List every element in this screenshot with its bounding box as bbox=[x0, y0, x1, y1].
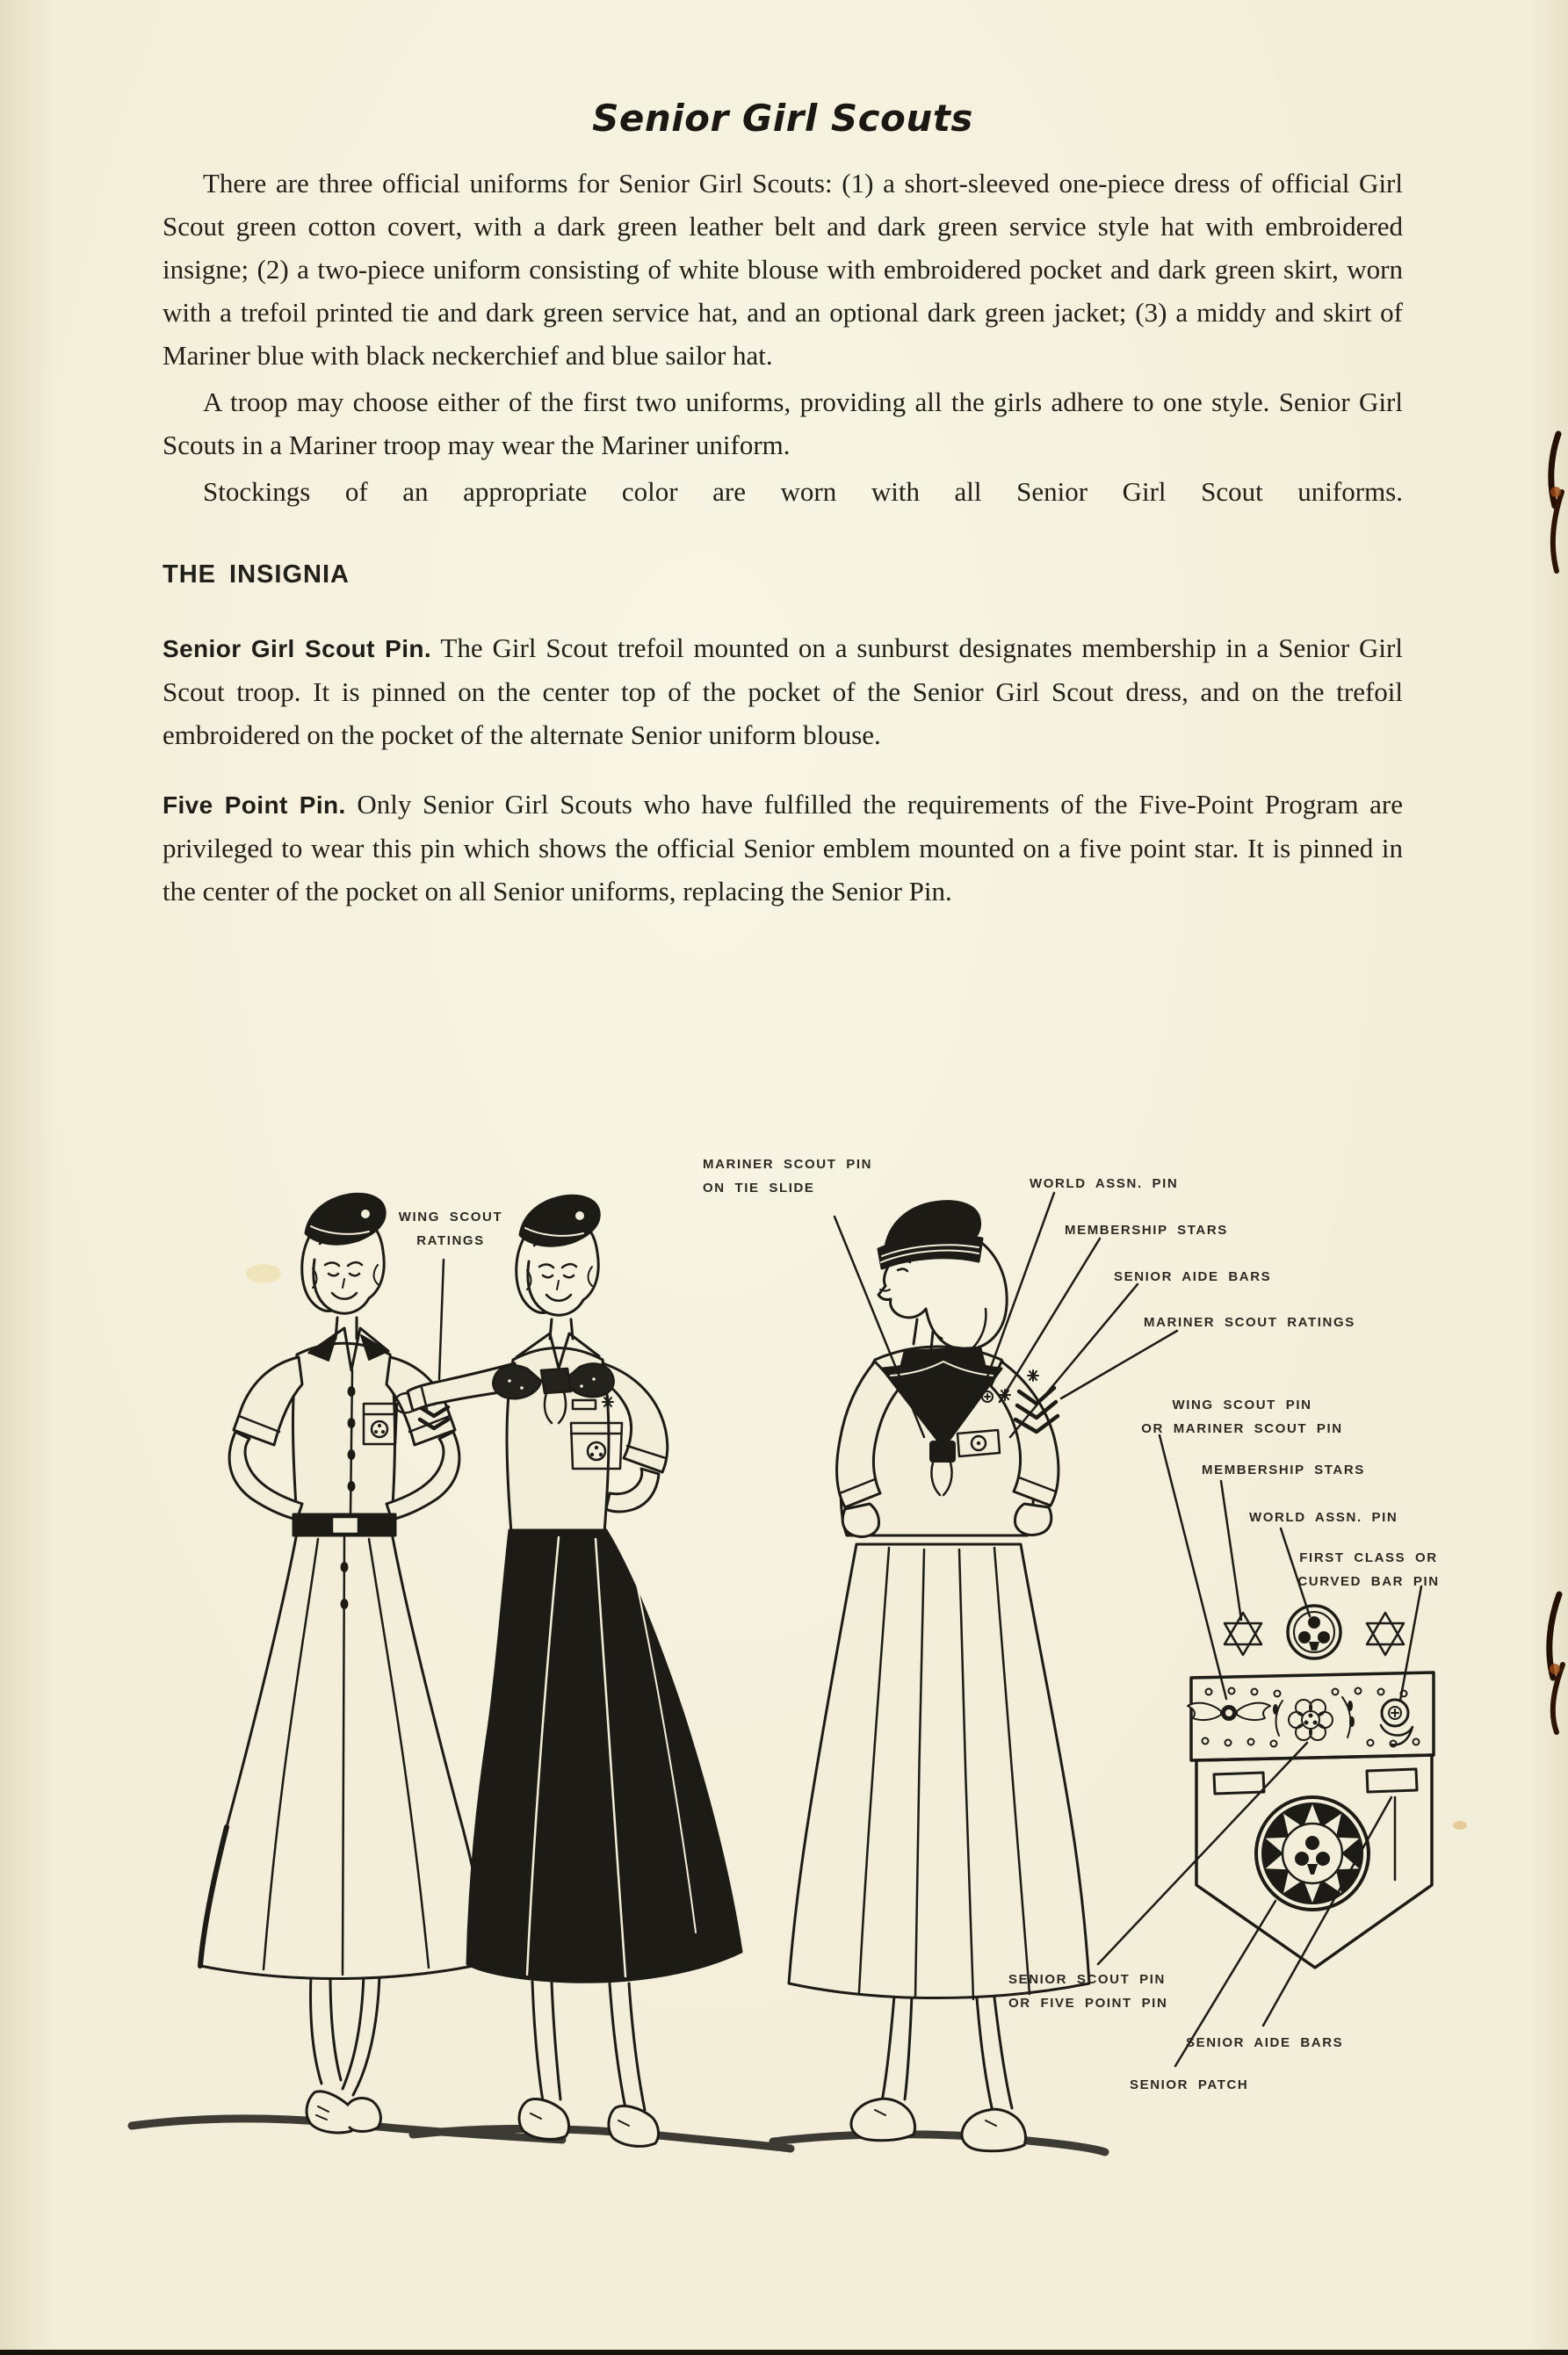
label-senior-aide-bars-bottom: SENIOR AIDE BARS bbox=[1186, 2035, 1344, 2050]
label-mariner-scout-pin-tie-slide: MARINER SCOUT PIN ON TIE SLIDE bbox=[703, 1157, 873, 1196]
page-title: Senior Girl Scouts bbox=[592, 97, 973, 140]
world-assn-pin bbox=[1288, 1606, 1340, 1658]
five-point-pin-text: Only Senior Girl Scouts who have fulfilled the requirements of the Five-Point Program are privileged to wear this pin which shows the official Senior emblem mounted on a five point star. It is pinned in the center of the pocket on all Senior uniforms, replacing the Senior Pin. bbox=[163, 789, 1404, 907]
paragraph-stockings: Stockings of an appropriate color are worn with all Senior Girl Scout uniforms. bbox=[203, 476, 1403, 507]
senior-aide-bar-left bbox=[1214, 1773, 1264, 1794]
membership-star-left bbox=[1225, 1613, 1261, 1655]
senior-pin-lead: Senior Girl Scout Pin. bbox=[163, 635, 432, 662]
membership-star-right bbox=[1367, 1613, 1404, 1655]
tie-slide-pin bbox=[957, 1430, 1000, 1456]
label-senior-scout-or-five-point-pin: SENIOR SCOUT PIN OR FIVE POINT PIN bbox=[1008, 1972, 1168, 2011]
label-first-class-curved-bar-pin: FIRST CLASS OR CURVED BAR PIN bbox=[1297, 1550, 1440, 1589]
scan-edge bbox=[0, 2350, 1568, 2355]
left-scout-figure bbox=[200, 1194, 490, 2133]
label-membership-stars-top: MEMBERSHIP STARS bbox=[1065, 1223, 1228, 1238]
senior-pin-text: The Girl Scout trefoil mounted on a sunburst designates membership in a Senior Girl Scout troop. It is pinned on the center top of the pocket of the Senior Girl Scout dress, and on the trefoil embroidered on the pocket of the alternate Senior uniform blouse. bbox=[163, 632, 1403, 750]
label-world-assn-pin-top: WORLD ASSN. PIN bbox=[1030, 1176, 1179, 1191]
label-world-assn-pin-lower: WORLD ASSN. PIN bbox=[1249, 1510, 1398, 1525]
membership-pin bbox=[1381, 1700, 1413, 1745]
label-wing-or-mariner-scout-pin: WING SCOUT PIN OR MARINER SCOUT PIN bbox=[1141, 1398, 1343, 1436]
pocket-diagram bbox=[1188, 1606, 1434, 1968]
sailor-hat bbox=[878, 1202, 982, 1268]
label-mariner-scout-ratings: MARINER SCOUT RATINGS bbox=[1144, 1315, 1355, 1330]
binding-marks bbox=[1550, 434, 1563, 1732]
five-point-pin-lead: Five Point Pin. bbox=[163, 791, 346, 819]
band-embroidery bbox=[1188, 1688, 1420, 1747]
label-membership-stars-lower: MEMBERSHIP STARS bbox=[1202, 1463, 1365, 1477]
senior-patch-emblem bbox=[1256, 1797, 1369, 1910]
senior-aide-bar-right bbox=[1367, 1769, 1417, 1792]
section-heading: THE INSIGNIA bbox=[163, 560, 350, 589]
paragraph-uniforms: There are three official uniforms for Senior Girl Scouts: (1) a short-sleeved one-piece dress of official Girl Scout green cotton covert, with a dark green leather belt and dark green service style hat with embroidered insigne; (2) a two-piece uniform consisting of white blouse with embroidered pocket and dark green skirt, worn with a trefoil printed tie and dark green service hat, and an optional dark green jacket; (3) a middy and skirt of Mariner blue with black neckerchief and blue sailor hat. bbox=[163, 168, 1403, 371]
trefoil-rosette bbox=[1289, 1700, 1333, 1740]
garrison-cap bbox=[520, 1196, 599, 1246]
paragraph-troop-choice: A troop may choose either of the first two uniforms, providing all the girls adhere to one style. Senior Girl Scouts in a Mariner troop may wear the Mariner uniform. bbox=[163, 386, 1403, 460]
middle-scout-figure bbox=[395, 1196, 741, 2146]
label-wing-scout-ratings: WING SCOUT RATINGS bbox=[398, 1210, 503, 1248]
label-senior-patch: SENIOR PATCH bbox=[1130, 2077, 1249, 2092]
label-senior-aide-bars-top: SENIOR AIDE BARS bbox=[1114, 1269, 1272, 1284]
dark-skirt bbox=[467, 1530, 741, 1982]
garrison-cap bbox=[306, 1194, 385, 1244]
